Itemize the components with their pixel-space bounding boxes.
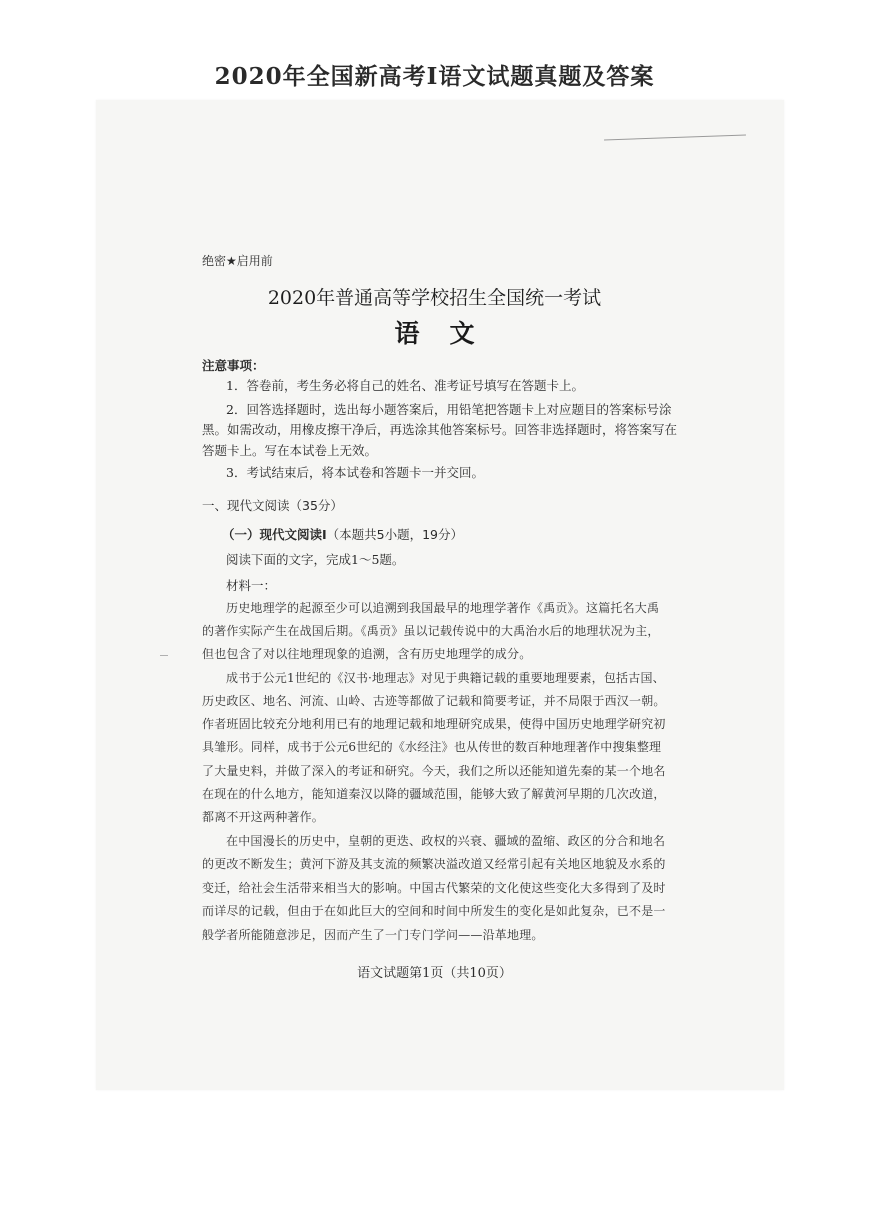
sub-section-title: （一）现代文阅读Ⅰ xyxy=(222,527,327,542)
reading-instruction: 阅读下面的文字，完成1～5题。 xyxy=(226,552,405,567)
passage-line: 但也包含了对以往地理现象的追溯，含有历史地理学的成分。 xyxy=(202,647,532,661)
sub-section-score: （本题共5小题，19分） xyxy=(326,527,464,542)
passage-line: 都离不开这两种著作。 xyxy=(202,810,325,824)
notice-heading: 注意事项： xyxy=(202,358,265,373)
sub-section-heading xyxy=(222,525,463,543)
passage-line: 而详尽的记载，但由于在如此巨大的空间和时间中所发生的变化是如此复杂，已不是一 xyxy=(202,904,666,918)
passage-line: 的更改不断发生；黄河下游及其支流的频繁决溢改道又经常引起有关地区地貌及水系的 xyxy=(202,857,666,871)
material-label: 材料一： xyxy=(226,578,277,593)
passage-line: 历史政区、地名、河流、山岭、古迹等都做了记载和简要考证，并不局限于西汉一朝。 xyxy=(202,694,666,708)
passage-line: 在中国漫长的历史中，皇朝的更迭、政权的兴衰、疆域的盈缩、政区的分合和地名 xyxy=(226,834,666,848)
passage-line: 了大量史料，并做了深入的考证和研究。今天，我们之所以还能知道先秦的某一个地名 xyxy=(202,764,666,778)
exam-title: 2020年普通高等学校招生全国统一考试 xyxy=(267,287,602,309)
page-footer: 语文试题第1页（共10页） xyxy=(357,966,512,981)
document-title: 2020年全国新高考Ⅰ语文试题真题及答案 xyxy=(214,63,655,90)
passage-line: 的著作实际产生在战国后期。《禹贡》虽以记载传说中的大禹治水后的地理状况为主， xyxy=(202,624,660,638)
notice-line: 答题卡上。写在本试卷上无效。 xyxy=(202,443,378,458)
passage-line: 在现在的什么地方，能知道秦汉以降的疆域范围，能够大致了解黄河早期的几次改道， xyxy=(202,787,666,801)
passage-line: 历史地理学的起源至少可以追溯到我国最早的地理学著作《禹贡》。这篇托名大禹 xyxy=(226,601,660,615)
passage-line: 具雏形。同样，成书于公元6世纪的《水经注》也从传世的数百种地理著作中搜集整理 xyxy=(202,740,662,754)
passage-line: 作者班固比较充分地利用已有的地理记载和地理研究成果，使得中国历史地理学研究初 xyxy=(202,717,666,731)
notice-line: 2．回答选择题时，选出每小题答案后，用铅笔把答题卡上对应题目的答案标号涂 xyxy=(226,402,672,417)
section-heading: 一、现代文阅读（35分） xyxy=(202,498,343,513)
scan-artifact-dot xyxy=(160,655,168,656)
notice-line: 黑。如需改动，用橡皮擦干净后，再选涂其他答案标号。回答非选择题时，将答案写在 xyxy=(202,422,678,437)
exam-subject: 语文 xyxy=(394,319,505,348)
passage-line: 变迁，给社会生活带来相当大的影响。中国古代繁荣的文化使这些变化大多得到了及时 xyxy=(202,881,666,895)
notice-line: 1．答卷前，考生务必将自己的姓名、准考证号填写在答题卡上。 xyxy=(226,378,584,393)
passage-line: 般学者所能随意涉足，因而产生了一门专门学问——沿革地理。 xyxy=(202,928,544,942)
passage-line: 成书于公元1世纪的《汉书·地理志》对见于典籍记载的重要地理要素，包括古国、 xyxy=(226,671,665,685)
secret-label: 绝密★启用前 xyxy=(202,254,273,268)
notice-line: 3．考试结束后，将本试卷和答题卡一并交回。 xyxy=(226,465,484,480)
